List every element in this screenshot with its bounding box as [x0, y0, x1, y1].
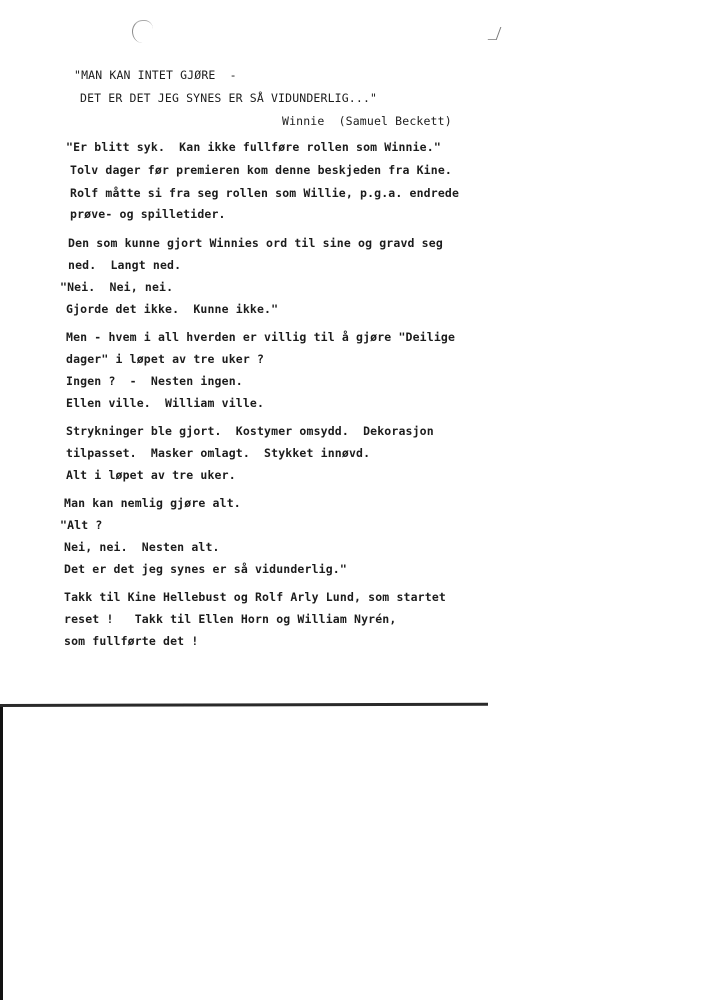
text-line-12: Ellen ville. William ville. [66, 396, 265, 410]
text-line-9: Men - hvem i all hverden er villig til å gjøre "Deilige [66, 330, 456, 344]
text-line-18: Nei, nei. Nesten alt. [64, 540, 220, 554]
text-line-14: tilpasset. Masker omlagt. Stykket innøvd. [66, 446, 371, 460]
text-line-10: dager" i løpet av tre uker ? [66, 352, 265, 366]
text-line-7: "Nei. Nei, nei. [60, 280, 174, 294]
text-line-11: Ingen ? - Nesten ingen. [66, 374, 243, 388]
epigraph-line-1: "MAN KAN INTET GJØRE - [74, 68, 237, 82]
text-line-1: "Er blitt syk. Kan ikke fullføre rollen som Winnie." [66, 140, 441, 154]
text-line-13: Strykninger ble gjort. Kostymer omsydd. Dekorasjon [66, 424, 434, 438]
text-line-21: reset ! Takk til Ellen Horn og William Nyrén, [64, 612, 397, 626]
text-line-5: Den som kunne gjort Winnies ord til sine og gravd seg [68, 236, 443, 250]
text-line-22: som fullførte det ! [64, 634, 199, 648]
punch-hole-mark [132, 20, 153, 43]
text-line-6: ned. Langt ned. [68, 258, 182, 272]
epigraph-line-2: DET ER DET JEG SYNES ER SÅ VIDUNDERLIG..." [80, 91, 378, 105]
text-line-20: Takk til Kine Hellebust og Rolf Arly Lund, som startet [64, 590, 446, 604]
text-line-17: "Alt ? [60, 518, 103, 532]
text-line-19: Det er det jeg synes er så vidunderlig." [64, 562, 347, 576]
sheet-bottom-edge [0, 703, 488, 707]
text-line-4: prøve- og spilletider. [70, 207, 226, 221]
text-line-3: Rolf måtte si fra seg rollen som Willie, p.g.a. endrede [70, 186, 460, 200]
text-line-15: Alt i løpet av tre uker. [66, 468, 236, 482]
text-line-2: Tolv dager før premieren kom denne beskjeden fra Kine. [70, 163, 452, 177]
epigraph-attribution: Winnie (Samuel Beckett) [282, 114, 452, 128]
text-line-16: Man kan nemlig gjøre alt. [64, 496, 241, 510]
scan-border-strip [0, 707, 3, 1000]
text-line-8: Gjorde det ikke. Kunne ikke." [66, 302, 279, 316]
pencil-mark [488, 27, 502, 40]
